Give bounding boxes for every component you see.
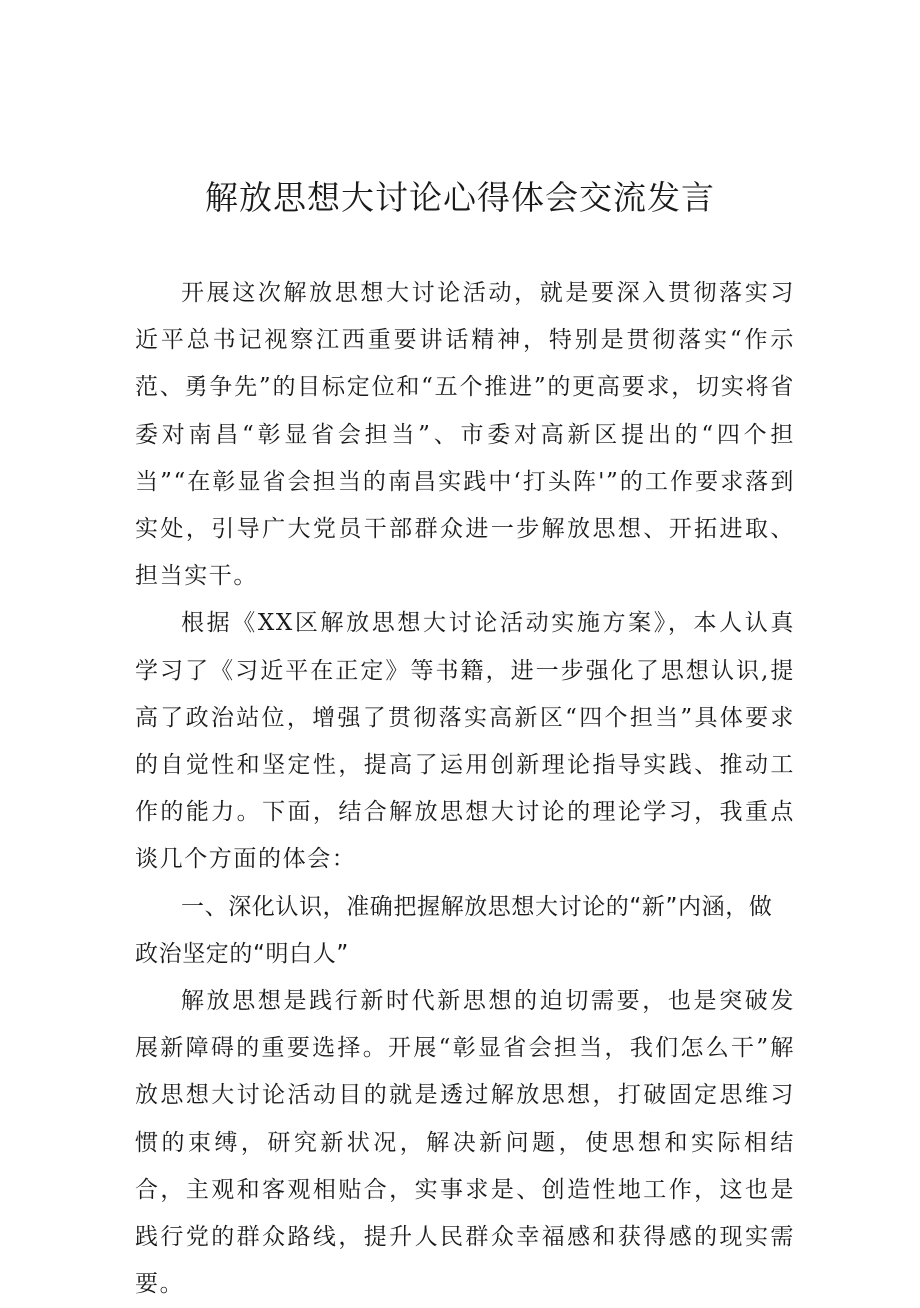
section-heading: 一、深化认识，准确把握解放思想大讨论的“新”内涵，做政治坚定的“明白人” <box>135 893 773 967</box>
paragraph-intro: 开展这次解放思想大讨论活动，就是要深入贯彻落实习近平总书记视察江西重要讲话精神，特别是贯彻落实“作示范、勇争先”的目标定位和“五个推进”的更高要求，切实将省委对南昌“彰显省会担当”、市委对高新区提出的“四个担当”“在彰显省会担当的南昌实践中‘打头阵'”的工作要求落到实处，引导广大党员干部群众进一步解放思想、开拓进取、担当实干。 <box>135 280 795 590</box>
document-title: 解放思想大讨论心得体会交流发言 <box>205 178 715 217</box>
paragraph-section-one: 解放思想是践行新时代新思想的迫切需要，也是突破发展新障碍的重要选择。开展“彰显省会担当，我们怎么干”解放思想大讨论活动目的就是透过解放思想，打破固定思维习惯的束缚，研究新状况，解决新问题，使思想和实际相结合，主观和客观相贴合，实事求是、创造性地工作，这也是践行党的群众路线，提升人民群众幸福感和获得感的现实需要。 <box>135 988 795 1298</box>
paragraph-basis: 根据《XX区解放思想大讨论活动实施方案》，本人认真学习了《习近平在正定》等书籍，进一步强化了思想认识,提高了政治站位，增强了贯彻落实高新区“四个担当”具体要求的自觉性和坚定性，提高了运用创新理论指导实践、推动工作的能力。下面，结合解放思想大讨论的理论学习，我重点谈几个方面的体会： <box>135 610 795 873</box>
document-body <box>135 270 795 1308</box>
